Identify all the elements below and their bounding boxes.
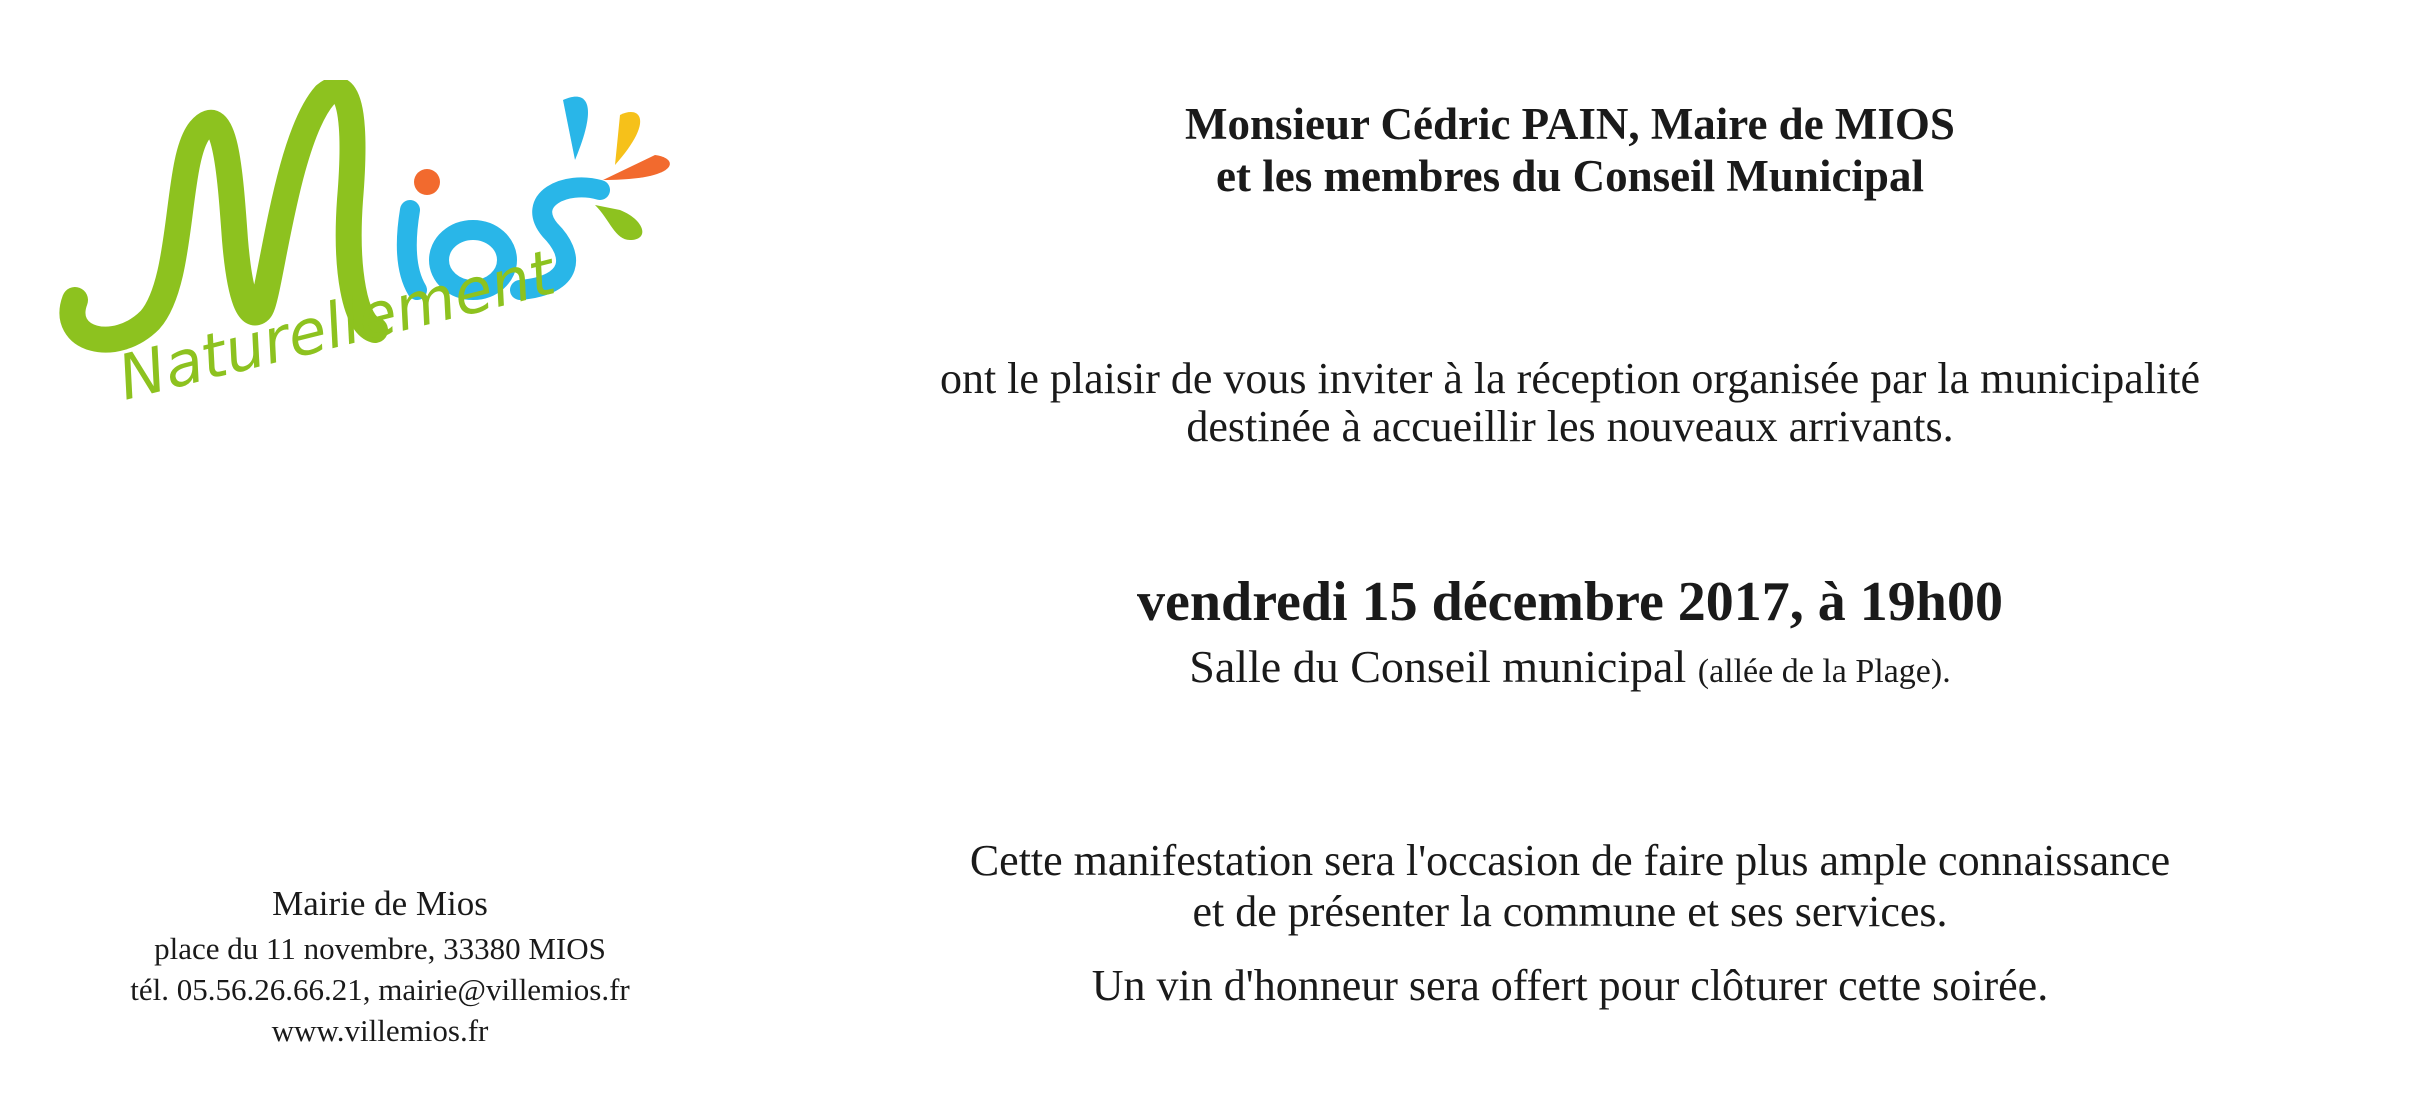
invitation-line-1: ont le plaisir de vous inviter à la réception organisée par la municipalité	[939, 354, 2201, 403]
mios-logo	[55, 80, 695, 480]
closing-line-1: Cette manifestation sera l'occasion de faire plus ample connaissance	[969, 836, 2171, 885]
address-street: place du 11 novembre, 33380 MIOS	[154, 931, 606, 966]
address-website[interactable]: www.villemios.fr	[271, 1013, 489, 1048]
closing-block	[800, 835, 2340, 937]
venue-name: Salle du Conseil municipal	[1189, 641, 1687, 692]
logo-tagline: Naturellement	[110, 235, 562, 415]
event-venue	[800, 640, 2340, 699]
address-title: Mairie de Mios	[272, 884, 488, 923]
closing-line-2: et de présenter la commune et ses services.	[1192, 887, 1948, 936]
venue-detail: (allée de la Plage).	[1697, 653, 1951, 690]
address-contact: tél. 05.56.26.66.21, mairie@villemios.fr	[130, 972, 630, 1007]
invitation-block	[800, 355, 2340, 451]
invitees-block	[800, 98, 2340, 202]
event-date: vendredi 15 décembre 2017, à 19h00	[1137, 571, 2003, 633]
closing-line-3: Un vin d'honneur sera offert pour clôturer cette soirée.	[1091, 961, 2049, 1010]
town-hall-address	[60, 880, 700, 1051]
invitees-line-1: Monsieur Cédric PAIN, Maire de MIOS	[1185, 99, 1955, 149]
invitees-line-2: et les membres du Conseil Municipal	[1216, 151, 1924, 201]
invitation-line-2: destinée à accueillir les nouveaux arrivants.	[1186, 402, 1954, 451]
